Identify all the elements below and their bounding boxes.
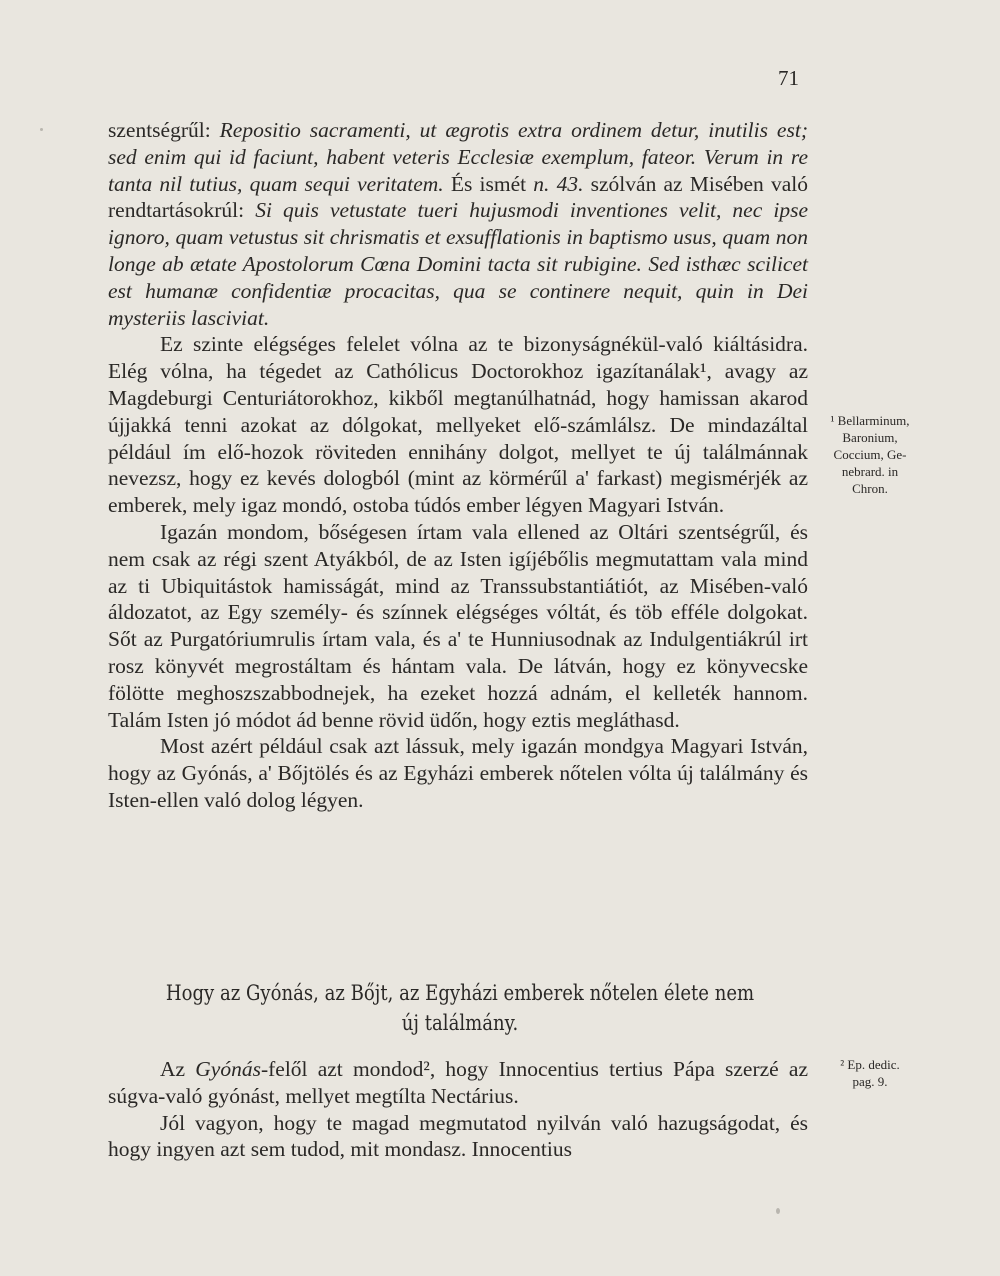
margin-note-2 (820, 1056, 920, 1090)
margin-note-line: Baronium, (842, 430, 898, 445)
paper-spot (776, 1208, 780, 1214)
margin-note-line: ² Ep. dedic. (840, 1057, 900, 1072)
paragraph-jol: Jól vagyon, hogy te magad megmutatod nyilván való hazugságodat, és hogy ingyen azt sem tudod, mit mondasz. Innocentius (108, 1110, 808, 1162)
text-roman: szólván az Misében való rendtartásokrúl: (108, 171, 808, 223)
latin-quote-paragraph (108, 117, 808, 331)
main-text-lower (108, 1056, 808, 1163)
margin-note-line: Coccium, Ge- (833, 447, 907, 462)
heading-line: Hogy az Gyónás, az Bőjt, az Egyházi emberek nőtelen élete nem (165, 981, 755, 1005)
margin-note-line: Chron. (852, 481, 888, 496)
text-roman: Az (160, 1057, 196, 1081)
margin-note-line: pag. 9. (852, 1074, 888, 1089)
paper-spot (40, 128, 43, 131)
latin-quote: Si quis vetustate tueri hujusmodi inventiones velit, nec ipse ignoro, quam vetustus sit chrismatis et exsufflationis in baptismo usus, quam non longe ab ætate Apostolorum Cœna Domini tacta sit rubigine. Sed isthæc scilicet est humanæ confidentiæ procacitas, qua se continere nequit, quin in Dei mysteriis lasciviat. (108, 198, 808, 330)
text-roman: szentségrűl: (108, 118, 220, 142)
margin-note-line: nebrard. in (841, 464, 899, 479)
section-reference: n. 43. (533, 171, 584, 196)
text-roman: -felől azt mondod², hogy Innocentius tertius Pápa szerzé az súgva-való gyónást, mellyet megtílta Nectárius. (108, 1057, 808, 1108)
latin-quote: Repositio sacramenti, ut ægrotis extra ordinem detur, inutilis est; sed enim qui id faciunt, habent veteris Ecclesiæ exemplum, fateor. Verum in re tanta nil tutius, quam sequi veritatem. (108, 118, 808, 196)
heading-line: új találmány. (401, 1011, 519, 1035)
italic-term: Gyónás (195, 1057, 261, 1081)
section-heading (150, 978, 769, 1038)
margin-note-line: ¹ Bellarminum, (830, 413, 910, 428)
paragraph-ez: Ez szinte elégséges felelet vólna az te bizonyságnékül-való kiáltásidra. Elég vólna, ha tégedet az Cathólicus Doctorokhoz igazítanálak¹, avagy az Magdeburgi Centuriátorokhoz, kikből megtanúlhatnád, hogy hamissan akarod újjakká tenni azokat az dólgokat, mellyeket elő-számlálsz. De mindazáltal például ím elő-hozok röviteden ennihány dolgot, mellyet te új találmánnak nevezsz, hogy ez kevés dologból (mint az körmérűl a' farkast) megismérjék az emberek, mely igaz mondó, ostoba túdós ember légyen Magyari István. (108, 332, 808, 518)
paragraph-igazan: Igazán mondom, bőségesen írtam vala ellened az Oltári szentségrűl, és nem csak az régi szent Atyákból, de az Isten igíjébőlis megmutattam vala mind az ti Ubiquitástok hamisságát, mind az Transsubstantiátiót, az Misében-való áldozatot, az Egy személy- és színnek elégséges vóltát, és töb efféle dolgokat. Sőt az Purgatóriumrulis írtam vala, és a' te Hunniusodnak az Indulgentiákrúl irt rosz könyvét megrostáltam és hántam vala. De látván, hogy ez könyvecske fölötte meghoszszabbodnejek, ha ezeket hozzá adnám, el kelleték hannom. Talám Isten jó módot ád benne rövid üdőn, hogy eztis megláthasd. (108, 519, 808, 732)
margin-note-1 (820, 412, 920, 497)
page-number: 71 (778, 66, 799, 90)
paragraph-az (108, 1056, 808, 1110)
paragraph-most: Most azért például csak azt lássuk, mely igazán mondgya Magyari István, hogy az Gyónás, a' Bőjtölés és az Egyházi emberek nőtelen vólta új találmány és Isten-ellen való dolog légyen. (108, 734, 808, 812)
main-text-upper (108, 117, 808, 814)
text-roman: És ismét (443, 171, 534, 196)
